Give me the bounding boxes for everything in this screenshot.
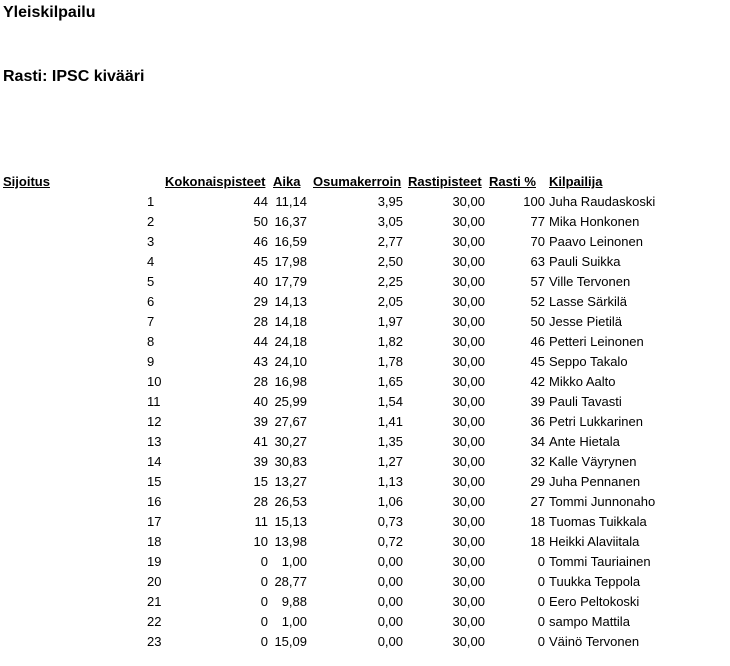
cell-time: 17,98 [274, 254, 307, 269]
table-row [0, 572, 730, 592]
cell-total-points: 28 [253, 374, 268, 389]
table-row [0, 272, 730, 292]
cell-hit-factor: 3,95 [377, 194, 403, 209]
cell-rank: 21 [147, 594, 162, 609]
cell-stage-points: 30,00 [452, 474, 485, 489]
cell-total-points: 40 [253, 274, 268, 289]
cell-competitor: Lasse Särkilä [549, 294, 628, 309]
cell-competitor: Petri Lukkarinen [549, 414, 643, 429]
cell-rank: 2 [147, 214, 155, 229]
table-row [0, 492, 730, 512]
cell-hit-factor: 1,54 [377, 394, 403, 409]
cell-stage-percent: 70 [530, 234, 545, 249]
cell-rank: 12 [147, 414, 162, 429]
cell-competitor: Paavo Leinonen [549, 234, 643, 249]
cell-rank: 14 [147, 454, 162, 469]
cell-time: 1,00 [281, 554, 307, 569]
cell-competitor: Tuomas Tuikkala [549, 514, 647, 529]
table-row [0, 312, 730, 332]
cell-hit-factor: 0,73 [377, 514, 403, 529]
cell-rank: 18 [147, 534, 162, 549]
table-row [0, 592, 730, 612]
cell-time: 13,27 [274, 474, 307, 489]
cell-total-points: 0 [260, 634, 268, 649]
cell-stage-percent: 0 [537, 594, 545, 609]
table-row [0, 512, 730, 532]
header-rank: Sijoitus [3, 174, 50, 189]
cell-competitor: Pauli Tavasti [549, 394, 622, 409]
cell-hit-factor: 2,25 [377, 274, 403, 289]
cell-total-points: 45 [253, 254, 268, 269]
cell-total-points: 15 [253, 474, 268, 489]
cell-hit-factor: 2,50 [377, 254, 403, 269]
cell-total-points: 46 [253, 234, 268, 249]
table-row [0, 392, 730, 412]
cell-rank: 1 [147, 194, 155, 209]
cell-total-points: 39 [253, 414, 268, 429]
cell-stage-percent: 32 [530, 454, 545, 469]
cell-stage-points: 30,00 [452, 194, 485, 209]
cell-stage-points: 30,00 [452, 394, 485, 409]
cell-stage-percent: 100 [523, 194, 545, 209]
cell-time: 25,99 [274, 394, 307, 409]
table-row [0, 352, 730, 372]
cell-hit-factor: 1,13 [377, 474, 403, 489]
table-row [0, 432, 730, 452]
cell-rank: 9 [147, 354, 155, 369]
header-time: Aika [273, 174, 301, 189]
header-hit-factor: Osumakerroin [313, 174, 402, 189]
cell-time: 28,77 [274, 574, 307, 589]
cell-rank: 13 [147, 434, 162, 449]
cell-time: 15,09 [274, 634, 307, 649]
table-row [0, 472, 730, 492]
cell-hit-factor: 1,65 [377, 374, 403, 389]
cell-time: 26,53 [274, 494, 307, 509]
cell-time: 30,27 [274, 434, 307, 449]
cell-stage-points: 30,00 [452, 514, 485, 529]
cell-stage-points: 30,00 [452, 574, 485, 589]
cell-total-points: 44 [253, 334, 268, 349]
cell-total-points: 39 [253, 454, 268, 469]
table-row [0, 232, 730, 252]
cell-stage-points: 30,00 [452, 634, 485, 649]
header-total-points: Kokonaispisteet [165, 174, 266, 189]
cell-competitor: Ville Tervonen [549, 274, 631, 289]
cell-stage-points: 30,00 [452, 534, 485, 549]
cell-total-points: 43 [253, 354, 268, 369]
cell-competitor: Tommi Tauriainen [549, 554, 651, 569]
cell-stage-percent: 0 [537, 634, 545, 649]
cell-competitor: Väinö Tervonen [549, 634, 640, 649]
cell-stage-percent: 0 [537, 554, 545, 569]
cell-total-points: 28 [253, 314, 268, 329]
cell-competitor: Juha Pennanen [549, 474, 641, 489]
cell-stage-percent: 63 [530, 254, 545, 269]
cell-time: 11,14 [275, 194, 307, 209]
cell-stage-points: 30,00 [452, 254, 485, 269]
cell-stage-percent: 18 [530, 534, 545, 549]
cell-stage-points: 30,00 [452, 274, 485, 289]
cell-stage-percent: 50 [530, 314, 545, 329]
cell-competitor: Kalle Väyrynen [549, 454, 637, 469]
cell-rank: 8 [147, 334, 155, 349]
cell-hit-factor: 1,41 [377, 414, 403, 429]
cell-stage-percent: 39 [530, 394, 545, 409]
cell-stage-points: 30,00 [452, 354, 485, 369]
cell-total-points: 28 [253, 494, 268, 509]
cell-competitor: Jesse Pietilä [549, 314, 622, 329]
cell-rank: 11 [147, 394, 161, 409]
cell-competitor: Tommi Junnonaho [549, 494, 656, 509]
cell-time: 1,00 [281, 614, 307, 629]
cell-competitor: Tuukka Teppola [549, 574, 641, 589]
cell-hit-factor: 3,05 [377, 214, 403, 229]
cell-total-points: 10 [253, 534, 268, 549]
table-row [0, 252, 730, 272]
cell-competitor: Eero Peltokoski [549, 594, 640, 609]
cell-stage-points: 30,00 [452, 214, 485, 229]
cell-total-points: 0 [260, 574, 268, 589]
cell-total-points: 29 [253, 294, 268, 309]
cell-hit-factor: 0,00 [377, 594, 403, 609]
cell-stage-points: 30,00 [452, 454, 485, 469]
cell-stage-percent: 18 [530, 514, 545, 529]
cell-hit-factor: 0,00 [377, 614, 403, 629]
table-row [0, 192, 730, 212]
cell-time: 17,79 [274, 274, 307, 289]
cell-rank: 10 [147, 374, 162, 389]
cell-total-points: 11 [254, 514, 268, 529]
cell-stage-points: 30,00 [452, 374, 485, 389]
cell-stage-percent: 42 [530, 374, 545, 389]
cell-rank: 22 [147, 614, 162, 629]
cell-stage-percent: 46 [530, 334, 545, 349]
table-row [0, 292, 730, 312]
cell-competitor: Juha Raudaskoski [549, 194, 656, 209]
cell-hit-factor: 2,05 [377, 294, 403, 309]
cell-stage-points: 30,00 [452, 434, 485, 449]
cell-stage-percent: 57 [530, 274, 545, 289]
cell-time: 9,88 [281, 594, 307, 609]
cell-competitor: Mika Honkonen [549, 214, 640, 229]
cell-time: 15,13 [274, 514, 307, 529]
cell-total-points: 44 [253, 194, 268, 209]
cell-time: 14,18 [274, 314, 307, 329]
cell-competitor: Heikki Alaviitala [549, 534, 640, 549]
cell-stage-percent: 77 [530, 214, 545, 229]
cell-rank: 7 [147, 314, 155, 329]
cell-stage-points: 30,00 [452, 554, 485, 569]
page-title: Yleiskilpailu [3, 4, 96, 21]
table-row [0, 332, 730, 352]
table-row [0, 412, 730, 432]
cell-stage-percent: 27 [530, 494, 545, 509]
cell-time: 24,10 [274, 354, 307, 369]
cell-stage-percent: 29 [530, 474, 545, 489]
cell-hit-factor: 1,78 [377, 354, 403, 369]
cell-time: 16,59 [274, 234, 307, 249]
cell-stage-percent: 52 [530, 294, 545, 309]
cell-total-points: 0 [260, 594, 268, 609]
table-row [0, 532, 730, 552]
cell-total-points: 50 [253, 214, 268, 229]
cell-hit-factor: 1,97 [377, 314, 403, 329]
cell-time: 16,37 [274, 214, 307, 229]
cell-stage-percent: 0 [537, 574, 545, 589]
cell-hit-factor: 1,06 [377, 494, 403, 509]
cell-rank: 15 [147, 474, 162, 489]
cell-stage-points: 30,00 [452, 614, 485, 629]
cell-rank: 23 [147, 634, 162, 649]
cell-stage-points: 30,00 [452, 334, 485, 349]
cell-hit-factor: 0,00 [377, 574, 403, 589]
cell-total-points: 40 [253, 394, 268, 409]
cell-rank: 20 [147, 574, 162, 589]
table-row [0, 452, 730, 472]
cell-rank: 5 [147, 274, 155, 289]
cell-rank: 19 [147, 554, 162, 569]
table-row [0, 632, 730, 652]
cell-stage-points: 30,00 [452, 414, 485, 429]
cell-competitor: Mikko Aalto [549, 374, 616, 389]
cell-total-points: 41 [253, 434, 268, 449]
header-stage-points: Rastipisteet [408, 174, 482, 189]
cell-stage-percent: 36 [530, 414, 545, 429]
cell-hit-factor: 1,27 [377, 454, 403, 469]
cell-rank: 4 [147, 254, 155, 269]
cell-stage-points: 30,00 [452, 294, 485, 309]
cell-total-points: 0 [260, 554, 268, 569]
cell-time: 16,98 [274, 374, 307, 389]
cell-stage-percent: 34 [530, 434, 545, 449]
table-row [0, 612, 730, 632]
header-stage-percent: Rasti % [489, 174, 536, 189]
results-table-body [0, 192, 730, 652]
cell-rank: 17 [147, 514, 162, 529]
cell-competitor: Seppo Takalo [549, 354, 628, 369]
cell-hit-factor: 0,00 [377, 634, 403, 649]
cell-hit-factor: 0,00 [377, 554, 403, 569]
table-row [0, 372, 730, 392]
cell-stage-points: 30,00 [452, 314, 485, 329]
table-row [0, 552, 730, 572]
stage-label: Rasti: IPSC kivääri [3, 68, 145, 85]
cell-stage-percent: 45 [530, 354, 545, 369]
cell-hit-factor: 2,77 [377, 234, 403, 249]
cell-total-points: 0 [260, 614, 268, 629]
cell-rank: 3 [147, 234, 155, 249]
cell-time: 13,98 [274, 534, 307, 549]
cell-time: 27,67 [274, 414, 307, 429]
cell-hit-factor: 1,35 [377, 434, 403, 449]
cell-rank: 6 [147, 294, 155, 309]
cell-hit-factor: 1,82 [377, 334, 403, 349]
cell-competitor: Pauli Suikka [549, 254, 621, 269]
header-competitor: Kilpailija [549, 174, 603, 189]
cell-time: 24,18 [274, 334, 307, 349]
cell-time: 14,13 [274, 294, 307, 309]
cell-time: 30,83 [274, 454, 307, 469]
cell-competitor: Ante Hietala [549, 434, 620, 449]
cell-hit-factor: 0,72 [377, 534, 403, 549]
cell-competitor: sampo Mattila [549, 614, 630, 629]
cell-stage-percent: 0 [537, 614, 545, 629]
cell-stage-points: 30,00 [452, 234, 485, 249]
cell-rank: 16 [147, 494, 162, 509]
cell-stage-points: 30,00 [452, 494, 485, 509]
cell-stage-points: 30,00 [452, 594, 485, 609]
cell-competitor: Petteri Leinonen [549, 334, 644, 349]
table-row [0, 212, 730, 232]
